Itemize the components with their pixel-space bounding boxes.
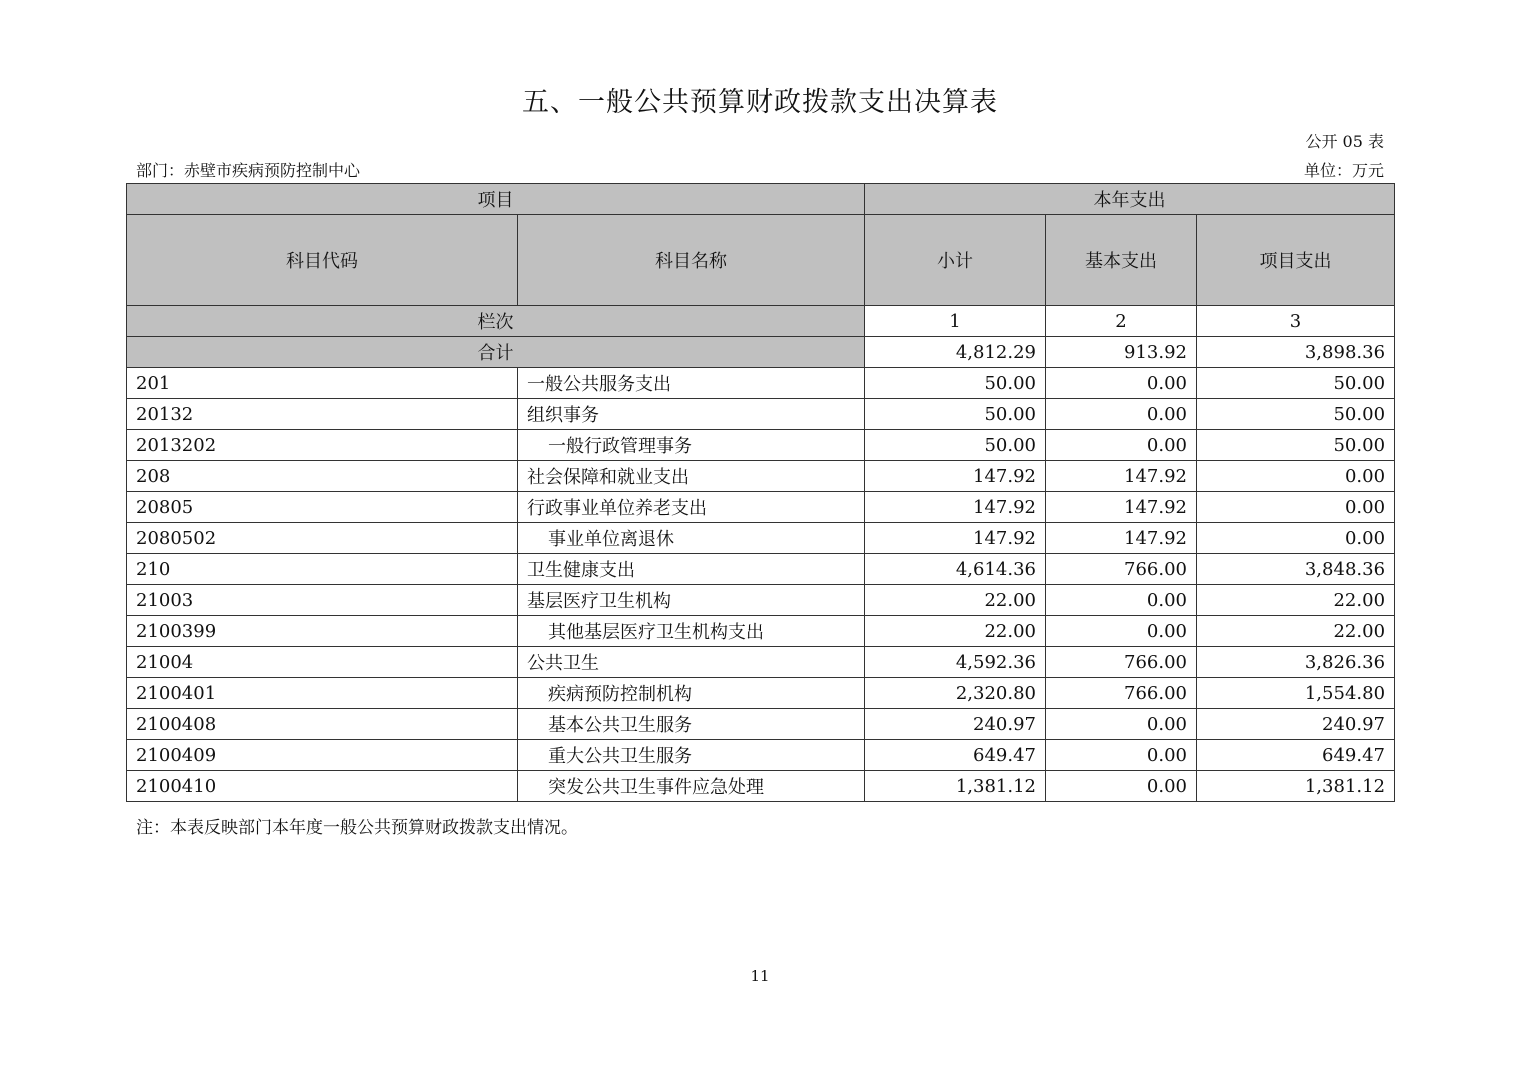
total-basic: 913.92 (1046, 337, 1197, 368)
table-row (127, 492, 1395, 523)
row-subtotal: 50.00 (865, 368, 1046, 399)
table-row (127, 740, 1395, 771)
row-subtotal: 22.00 (865, 585, 1046, 616)
header-project: 项目 (127, 184, 865, 215)
row-basic: 766.00 (1046, 647, 1197, 678)
row-subtotal: 147.92 (865, 461, 1046, 492)
unit-label: 单位：万元 (1303, 161, 1384, 180)
row-name: 组织事务 (518, 399, 865, 430)
row-code: 210 (127, 554, 518, 585)
row-name: 公共卫生 (518, 647, 865, 678)
row-basic: 147.92 (1046, 523, 1197, 554)
total-row (127, 337, 1395, 368)
page-title: 五、一般公共预算财政拨款支出决算表 (522, 87, 998, 118)
table-row (127, 399, 1395, 430)
row-project: 50.00 (1197, 399, 1395, 430)
row-project: 22.00 (1197, 616, 1395, 647)
row-name: 事业单位离退休 (518, 523, 865, 554)
total-label: 合计 (127, 337, 865, 368)
table-row (127, 678, 1395, 709)
row-name: 重大公共卫生服务 (518, 740, 865, 771)
column-sequence-row (127, 306, 1395, 337)
row-basic: 0.00 (1046, 740, 1197, 771)
row-project: 50.00 (1197, 368, 1395, 399)
row-name: 行政事业单位养老支出 (518, 492, 865, 523)
row-name: 其他基层医疗卫生机构支出 (518, 616, 865, 647)
column-header-basic: 基本支出 (1046, 215, 1197, 306)
page-number: 11 (750, 967, 770, 985)
row-subtotal: 649.47 (865, 740, 1046, 771)
row-code: 2100409 (127, 740, 518, 771)
row-code: 201 (127, 368, 518, 399)
row-code: 2100401 (127, 678, 518, 709)
sequence-number: 2 (1046, 306, 1197, 337)
row-basic: 0.00 (1046, 368, 1197, 399)
row-basic: 0.00 (1046, 771, 1197, 802)
row-name: 基本公共卫生服务 (518, 709, 865, 740)
table-row (127, 523, 1395, 554)
table-footnote: 注：本表反映部门本年度一般公共预算财政拨款支出情况。 (136, 818, 578, 838)
row-basic: 0.00 (1046, 709, 1197, 740)
row-subtotal: 50.00 (865, 430, 1046, 461)
row-code: 208 (127, 461, 518, 492)
row-project: 3,848.36 (1197, 554, 1395, 585)
row-code: 2100410 (127, 771, 518, 802)
row-subtotal: 4,592.36 (865, 647, 1046, 678)
table-row (127, 771, 1395, 802)
table-header-row (127, 184, 1395, 215)
total-subtotal: 4,812.29 (865, 337, 1046, 368)
row-project: 0.00 (1197, 492, 1395, 523)
row-project: 1,554.80 (1197, 678, 1395, 709)
row-project: 22.00 (1197, 585, 1395, 616)
row-project: 0.00 (1197, 461, 1395, 492)
row-name: 卫生健康支出 (518, 554, 865, 585)
table-row (127, 430, 1395, 461)
table-row (127, 647, 1395, 678)
row-code: 21003 (127, 585, 518, 616)
row-subtotal: 4,614.36 (865, 554, 1046, 585)
row-name: 社会保障和就业支出 (518, 461, 865, 492)
row-subtotal: 240.97 (865, 709, 1046, 740)
column-header-code: 科目代码 (127, 215, 518, 306)
row-code: 2100408 (127, 709, 518, 740)
row-basic: 0.00 (1046, 616, 1197, 647)
table-row (127, 585, 1395, 616)
table-row (127, 368, 1395, 399)
sequence-label: 栏次 (127, 306, 865, 337)
row-code: 20132 (127, 399, 518, 430)
row-subtotal: 147.92 (865, 492, 1046, 523)
row-project: 50.00 (1197, 430, 1395, 461)
expenditure-table (126, 183, 1395, 802)
row-project: 240.97 (1197, 709, 1395, 740)
department-label: 部门：赤壁市疾病预防控制中心 (136, 161, 361, 180)
table-column-header-row (127, 215, 1395, 306)
row-subtotal: 22.00 (865, 616, 1046, 647)
row-basic: 0.00 (1046, 399, 1197, 430)
row-subtotal: 147.92 (865, 523, 1046, 554)
row-name: 一般行政管理事务 (518, 430, 865, 461)
row-project: 649.47 (1197, 740, 1395, 771)
row-name: 一般公共服务支出 (518, 368, 865, 399)
row-subtotal: 2,320.80 (865, 678, 1046, 709)
row-code: 2013202 (127, 430, 518, 461)
row-basic: 0.00 (1046, 430, 1197, 461)
row-basic: 766.00 (1046, 554, 1197, 585)
header-current-year: 本年支出 (865, 184, 1395, 215)
sequence-number: 3 (1197, 306, 1395, 337)
row-name: 疾病预防控制机构 (518, 678, 865, 709)
row-name: 基层医疗卫生机构 (518, 585, 865, 616)
column-header-subtotal: 小计 (865, 215, 1046, 306)
total-project: 3,898.36 (1197, 337, 1395, 368)
form-number: 公开 05 表 (1305, 132, 1384, 151)
column-header-project: 项目支出 (1197, 215, 1395, 306)
row-basic: 766.00 (1046, 678, 1197, 709)
row-code: 20805 (127, 492, 518, 523)
table-row (127, 709, 1395, 740)
row-project: 1,381.12 (1197, 771, 1395, 802)
row-name: 突发公共卫生事件应急处理 (518, 771, 865, 802)
sequence-number: 1 (865, 306, 1046, 337)
row-project: 3,826.36 (1197, 647, 1395, 678)
row-basic: 147.92 (1046, 461, 1197, 492)
column-header-name: 科目名称 (518, 215, 865, 306)
row-code: 21004 (127, 647, 518, 678)
row-project: 0.00 (1197, 523, 1395, 554)
row-subtotal: 1,381.12 (865, 771, 1046, 802)
table-row (127, 616, 1395, 647)
row-code: 2080502 (127, 523, 518, 554)
row-basic: 0.00 (1046, 585, 1197, 616)
row-subtotal: 50.00 (865, 399, 1046, 430)
row-code: 2100399 (127, 616, 518, 647)
row-basic: 147.92 (1046, 492, 1197, 523)
table-row (127, 554, 1395, 585)
table-row (127, 461, 1395, 492)
